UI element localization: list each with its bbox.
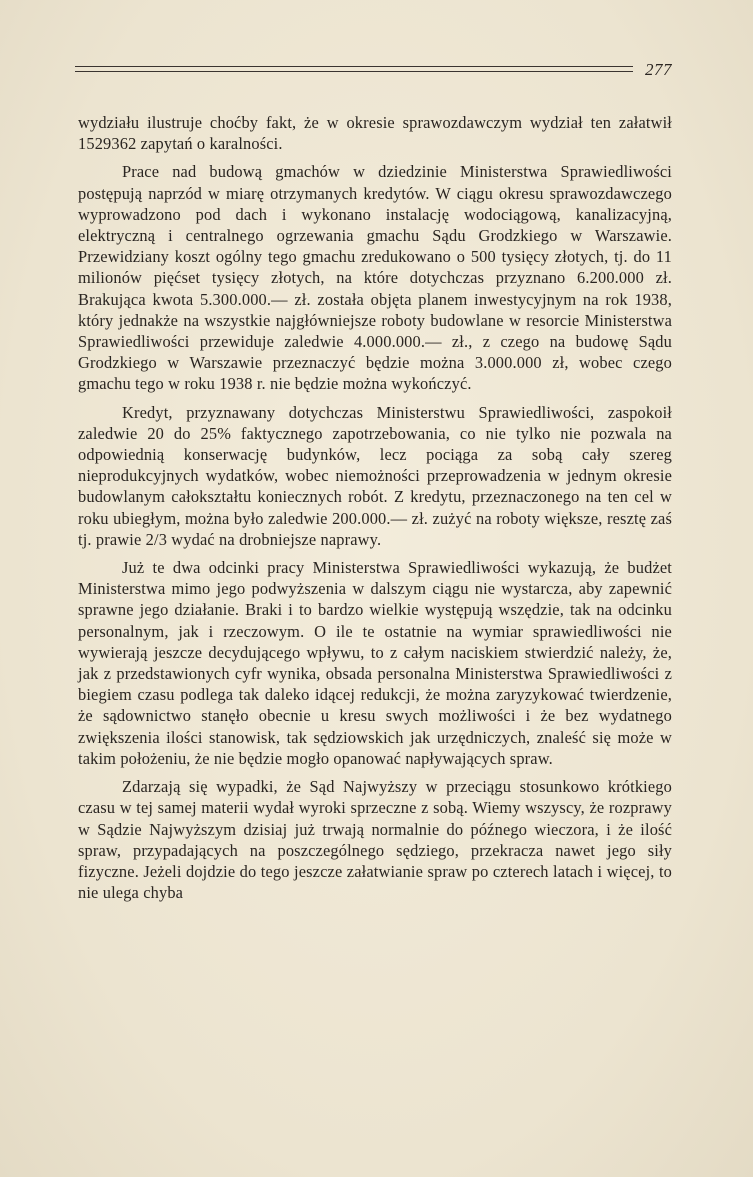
paragraph: Już te dwa odcinki pracy Ministerstwa Sprawiedliwości wykazują, że budżet Ministerstwa mimo jego podwyższenia w dalszym ciągu nie wystarcza, aby zapewnić sprawne jego działanie. Braki i to bardzo wielkie występują wszędzie, tak na odcinku personalnym, jak i rzeczowym. O ile te ostatnie na wymiar sprawiedliwości nie wywierają jeszcze decydującego wpływu, to z całym naciskiem stwierdzić należy, że, jak z przedstawionych cyfr wynika, obsada personalna Ministerstwa Sprawiedliwości z biegiem czasu podlega tak daleko idącej redukcji, że można zaryzykować twierdzenie, że sądownictwo stanęło obecnie u kresu swych możliwości i że bez wydatnego zwiększenia ilości stanowisk, tak sędziowskich jak urzędniczych, znaleść się może w takim położeniu, że nie będzie mogło opanować napływających spraw. [78,558,672,768]
paragraph: Kredyt, przyznawany dotychczas Ministerstwu Sprawiedliwości, zaspokoił zaledwie 20 do 25% faktycznego zapotrzebowania, co nie tylko nie pozwala na odpowiednią konserwację budynków, lecz pociąga za sobą cały szereg nieprodukcyjnych wydatków, wobec niemożności przeprowadzenia w jednym okresie budowlanym całokształtu koniecznych robót. Z kredytu, przeznaczonego na ten cel w roku ubiegłym, można było zaledwie 200.000.— zł. zużyć na roboty większe, resztę zaś tj. prawie 2/3 wydać na drobniejsze naprawy. [78,402,672,549]
paragraph: Prace nad budową gmachów w dziedzinie Ministerstwa Sprawiedliwości postępują naprzód w miarę otrzymanych kredytów. W ciągu okresu sprawozdawczego wyprowadzono pod dach i wykonano instalację wodociągową, kanalizacyjną, elektryczną i centralnego ogrzewania gmachu Sądu Grodzkiego w Warszawie. Przewidziany koszt ogólny tego gmachu zredukowano o 500 tysięcy złotych, tj. do 11 milionów pięćset tysięcy złotych, na które dotychczas przyznano 6.200.000 zł. Brakująca kwota 5.300.000.— zł. została objęta planem inwestycyjnym na rok 1938, który jednakże na wszystkie najgłówniejsze roboty budowlane w resorcie Ministerstwa Sprawiedliwości przewiduje zaledwie 4.000.000.— zł., z czego na budowę Sądu Grodzkiego w Warszawie przeznaczyć będzie można 3.000.000 zł, wobec czego gmachu tego w roku 1938 r. nie będzie można wykończyć. [78,162,672,394]
body-text [78,112,672,903]
paragraph: Zdarzają się wypadki, że Sąd Najwyższy w przeciągu stosunkowo krótkiego czasu w tej samej materii wydał wyroki sprzeczne z sobą. Wiemy wszyscy, że rozprawy w Sądzie Najwyższym dzisiaj już trwają normalnie do późnego wieczora, i że ilość spraw, przypadających na poszczególnego sędziego, przekracza nawet jego siły fizyczne. Jeżeli dojdzie do tego jeszcze załatwianie spraw po czterech latach i więcej, to nie ulega chyba [78,777,672,903]
header-double-rule [75,66,633,72]
paragraph: wydziału ilustruje choćby fakt, że w okresie sprawozdawczym wydział ten załatwił 1529362 zapytań o karalności. [78,113,672,154]
page-number: 277 [645,60,672,79]
